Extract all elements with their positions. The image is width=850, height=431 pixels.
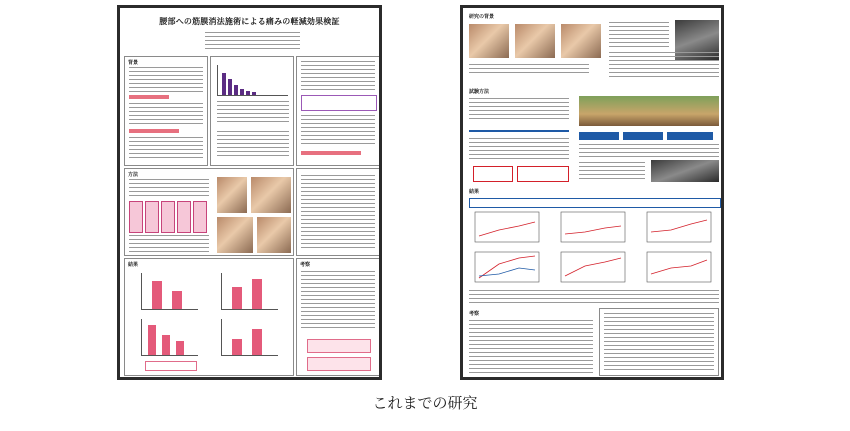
right-photo-2 <box>515 24 555 58</box>
right-research-poster <box>460 5 724 380</box>
right-discussion-heading: 考察 <box>469 311 480 317</box>
method-box <box>124 168 294 256</box>
right-photo-5 <box>651 160 719 182</box>
right-results-charts <box>469 208 719 288</box>
method-photo-2 <box>251 177 291 213</box>
left-research-poster <box>117 5 382 380</box>
method-heading: 方法 <box>128 172 139 178</box>
results-chart-1 <box>141 273 198 310</box>
results-chart-4 <box>221 319 278 356</box>
left-poster-title: 腰部への筋膜消法施術による痛みの軽減効果検証 <box>159 17 340 26</box>
flow-diagram <box>129 201 209 231</box>
method-photo-4 <box>257 217 291 253</box>
method-photo-1 <box>217 177 247 213</box>
results-chart-3 <box>221 273 278 310</box>
caption: これまでの研究 <box>372 394 478 412</box>
right-field-photo <box>579 96 719 126</box>
right-background-heading: 研究の背景 <box>469 14 495 20</box>
method-photo-3 <box>217 217 253 253</box>
bar-chart <box>217 65 288 96</box>
results-chart-2 <box>141 319 198 356</box>
hypothesis-box <box>296 56 380 166</box>
method-detail-box <box>296 168 380 256</box>
right-method-heading: 試験方法 <box>469 89 490 95</box>
author-lines <box>205 32 300 52</box>
results-heading: 結果 <box>128 262 139 268</box>
background-heading: 背景 <box>128 60 139 66</box>
right-photo-1 <box>469 24 509 58</box>
results-box <box>124 258 294 376</box>
right-results-heading: 結果 <box>469 189 480 195</box>
discussion-heading: 考察 <box>300 262 311 268</box>
discussion-box <box>296 258 380 376</box>
right-photo-3 <box>561 24 601 58</box>
background-box <box>124 56 208 166</box>
background-chart-box <box>210 56 294 166</box>
